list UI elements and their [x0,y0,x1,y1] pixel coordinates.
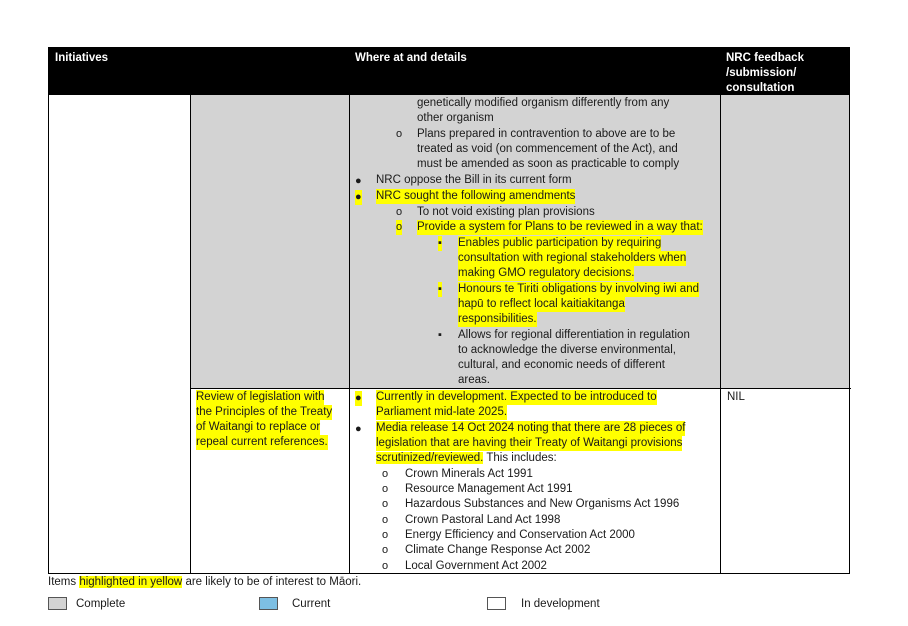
header-initiatives [49,48,349,95]
square-bullet-icon: ▪ [438,237,442,249]
circle-bullet-icon: o [396,206,403,218]
detail-line-highlighted: Currently in development. Expected to be introduced to [376,391,657,403]
column-divider [720,48,721,573]
footnote [48,575,361,590]
square-bullet-icon: ▪ [438,283,442,295]
header-feedback-line: consultation [726,82,795,94]
act-item: Hazardous Substances and New Organisms Act 1996 [405,498,680,510]
legend-current-swatch [259,597,278,610]
circle-bullet-icon: o [382,560,389,572]
dot-bullet-icon: ● [355,175,362,187]
row-divider [190,388,851,389]
circle-bullet-icon: o [382,498,389,510]
initiative-line: repeal current references. [196,436,328,448]
detail-line: Allows for regional differentiation in regulation [458,329,690,341]
legend-current-label: Current [292,598,331,610]
column-divider [190,95,191,573]
highlighted-text: scrutinized/reviewed. [376,452,484,464]
circle-bullet-icon: o [382,483,389,495]
detail-line-highlighted: Honours te Tiriti obligations by involving iwi and [458,283,699,295]
detail-line [376,451,557,466]
header-nrc-feedback [720,48,849,95]
header-where-at [349,48,720,95]
initiative-line: of Waitangi to replace or [196,421,321,433]
legend-complete-label: Complete [76,598,126,610]
act-item: Climate Change Response Act 2002 [405,544,591,556]
detail-line-highlighted: consultation with regional stakeholders when [458,252,687,264]
detail-line: treated as void (on commencement of the Act), and [417,143,678,155]
detail-line-highlighted: making GMO regulatory decisions. [458,267,635,279]
act-item: Crown Pastoral Land Act 1998 [405,514,561,526]
act-item: Crown Minerals Act 1991 [405,468,533,480]
row1-initiative-cell [190,95,349,388]
initiative-line: Review of legislation with [196,391,325,403]
detail-line-highlighted: NRC sought the following amendments [376,190,576,202]
header-where-at-label: Where at and details [355,52,467,64]
header-feedback-line: /submission/ [726,67,797,79]
detail-line: NRC oppose the Bill in its current form [376,174,572,186]
dot-bullet-icon: ● [355,191,362,203]
detail-line: to acknowledge the diverse environmental, [458,344,676,356]
detail-line: genetically modified organism differently from any [417,97,670,109]
row2-feedback: NIL [727,391,745,403]
detail-line-highlighted: Parliament mid-late 2025. [376,406,508,418]
legend-in-development-label: In development [521,598,600,610]
detail-line-highlighted: Provide a system for Plans to be reviewed in a way that: [417,221,703,233]
legend-complete-swatch [48,597,67,610]
detail-line-highlighted: hapū to reflect local kaitiakitanga [458,298,625,310]
detail-line-highlighted: legislation that are having their Treaty of Waitangi provisions [376,437,683,449]
circle-bullet-icon: o [382,544,389,556]
circle-bullet-icon: o [396,221,403,233]
square-bullet-icon: ▪ [438,329,442,341]
act-item: Resource Management Act 1991 [405,483,573,495]
initiatives-table [48,47,850,574]
footnote-prefix: Items [48,576,80,588]
legend-in-development-swatch [487,597,506,610]
detail-line: areas. [458,374,490,386]
detail-line: other organism [417,112,494,124]
detail-line-highlighted: Media release 14 Oct 2024 noting that there are 28 pieces of [376,422,686,434]
act-item: Energy Efficiency and Conservation Act 2000 [405,529,635,541]
row1-feedback-cell [720,95,849,388]
dot-bullet-icon: ● [355,423,362,435]
header-feedback-line: NRC feedback [726,52,804,64]
circle-bullet-icon: o [382,514,389,526]
act-item: Local Government Act 2002 [405,560,547,572]
initiative-line: the Principles of the Treaty [196,406,333,418]
header-initiatives-label: Initiatives [55,52,109,64]
detail-line: must be amended as soon as practicable to comply [417,158,680,170]
footnote-highlight: highlighted in yellow [79,576,183,588]
footnote-suffix: are likely to be of interest to Māori. [182,576,362,588]
circle-bullet-icon: o [382,529,389,541]
dot-bullet-icon: ● [355,392,362,404]
detail-line: cultural, and economic needs of different [458,359,665,371]
detail-line: Plans prepared in contravention to above are to be [417,128,676,140]
circle-bullet-icon: o [382,468,389,480]
detail-line-highlighted: Enables public participation by requiring [458,237,662,249]
circle-bullet-icon: o [396,128,403,140]
plain-text: This includes: [483,452,557,464]
column-divider [349,48,350,573]
detail-line-highlighted: responsibilities. [458,313,537,325]
detail-line: To not void existing plan provisions [417,206,595,218]
